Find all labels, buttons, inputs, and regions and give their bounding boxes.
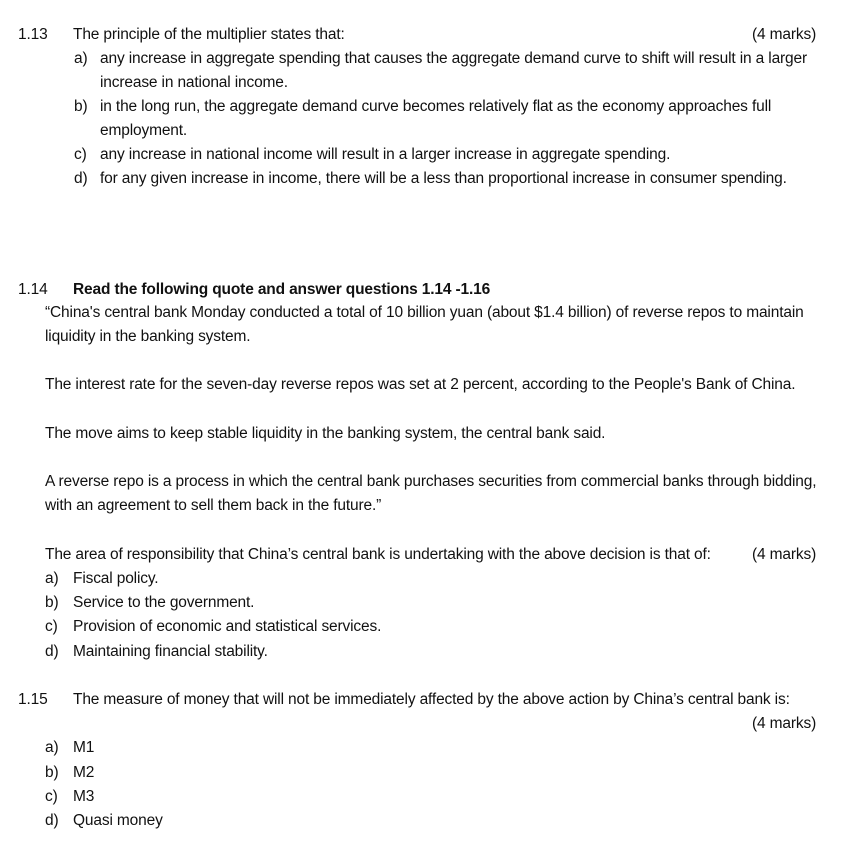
option-text: in the long run, the aggregate demand curve becomes relatively flat as the economy approaches full (100, 98, 772, 115)
option-text-continued: increase in national income. (100, 74, 288, 91)
option-letter: b) (45, 764, 59, 781)
option-letter: d) (45, 643, 59, 660)
option-letter: a) (45, 739, 59, 756)
question-text: The principle of the multiplier states that: (73, 26, 345, 43)
option-letter: d) (45, 812, 59, 829)
quote-text: The interest rate for the seven-day reverse repos was set at 2 percent, according to the People's Bank of China. (45, 376, 796, 393)
marks-label: (4 marks) (752, 26, 817, 43)
option-text: M2 (73, 764, 95, 781)
option-text: Quasi money (73, 812, 163, 829)
option-text: any increase in aggregate spending that causes the aggregate demand curve to shift will result in a larger (100, 50, 808, 67)
option-text: Service to the government. (73, 594, 255, 611)
section-heading: Read the following quote and answer questions 1.14 -1.16 (73, 281, 491, 298)
option-text-continued: employment. (100, 122, 188, 139)
quote-text: A reverse repo is a process in which the central bank purchases securities from commercial banks through bidding, (45, 473, 817, 490)
marks-label: (4 marks) (752, 546, 817, 563)
quote-text: liquidity in the banking system. (45, 328, 251, 345)
question-number: 1.14 (18, 281, 48, 298)
option-text: Fiscal policy. (73, 570, 159, 587)
marks-label: (4 marks) (752, 715, 817, 732)
option-letter: c) (45, 788, 58, 805)
question-number: 1.13 (18, 26, 48, 43)
option-text: M3 (73, 788, 95, 805)
option-letter: c) (74, 146, 87, 163)
option-text: Provision of economic and statistical services. (73, 618, 382, 635)
option-text: M1 (73, 739, 95, 756)
option-letter: a) (45, 570, 59, 587)
quote-text: The move aims to keep stable liquidity in the banking system, the central bank said. (45, 425, 606, 442)
question-text: The area of responsibility that China’s central bank is undertaking with the above decision is that of: (45, 546, 711, 563)
option-text: any increase in national income will result in a larger increase in aggregate spending. (100, 146, 671, 163)
option-letter: c) (45, 618, 58, 635)
quote-text: with an agreement to sell them back in the future.” (45, 497, 382, 514)
option-letter: b) (45, 594, 59, 611)
question-text: The measure of money that will not be immediately affected by the above action by China’s central bank is: (73, 691, 790, 708)
option-letter: a) (74, 50, 88, 67)
quote-text: “China's central bank Monday conducted a total of 10 billion yuan (about $1.4 billion) of reverse repos to maintain (45, 304, 804, 321)
option-text: for any given increase in income, there will be a less than proportional increase in consumer spending. (100, 170, 787, 187)
option-letter: d) (74, 170, 88, 187)
question-number: 1.15 (18, 691, 48, 708)
option-text: Maintaining financial stability. (73, 643, 268, 660)
option-letter: b) (74, 98, 88, 115)
